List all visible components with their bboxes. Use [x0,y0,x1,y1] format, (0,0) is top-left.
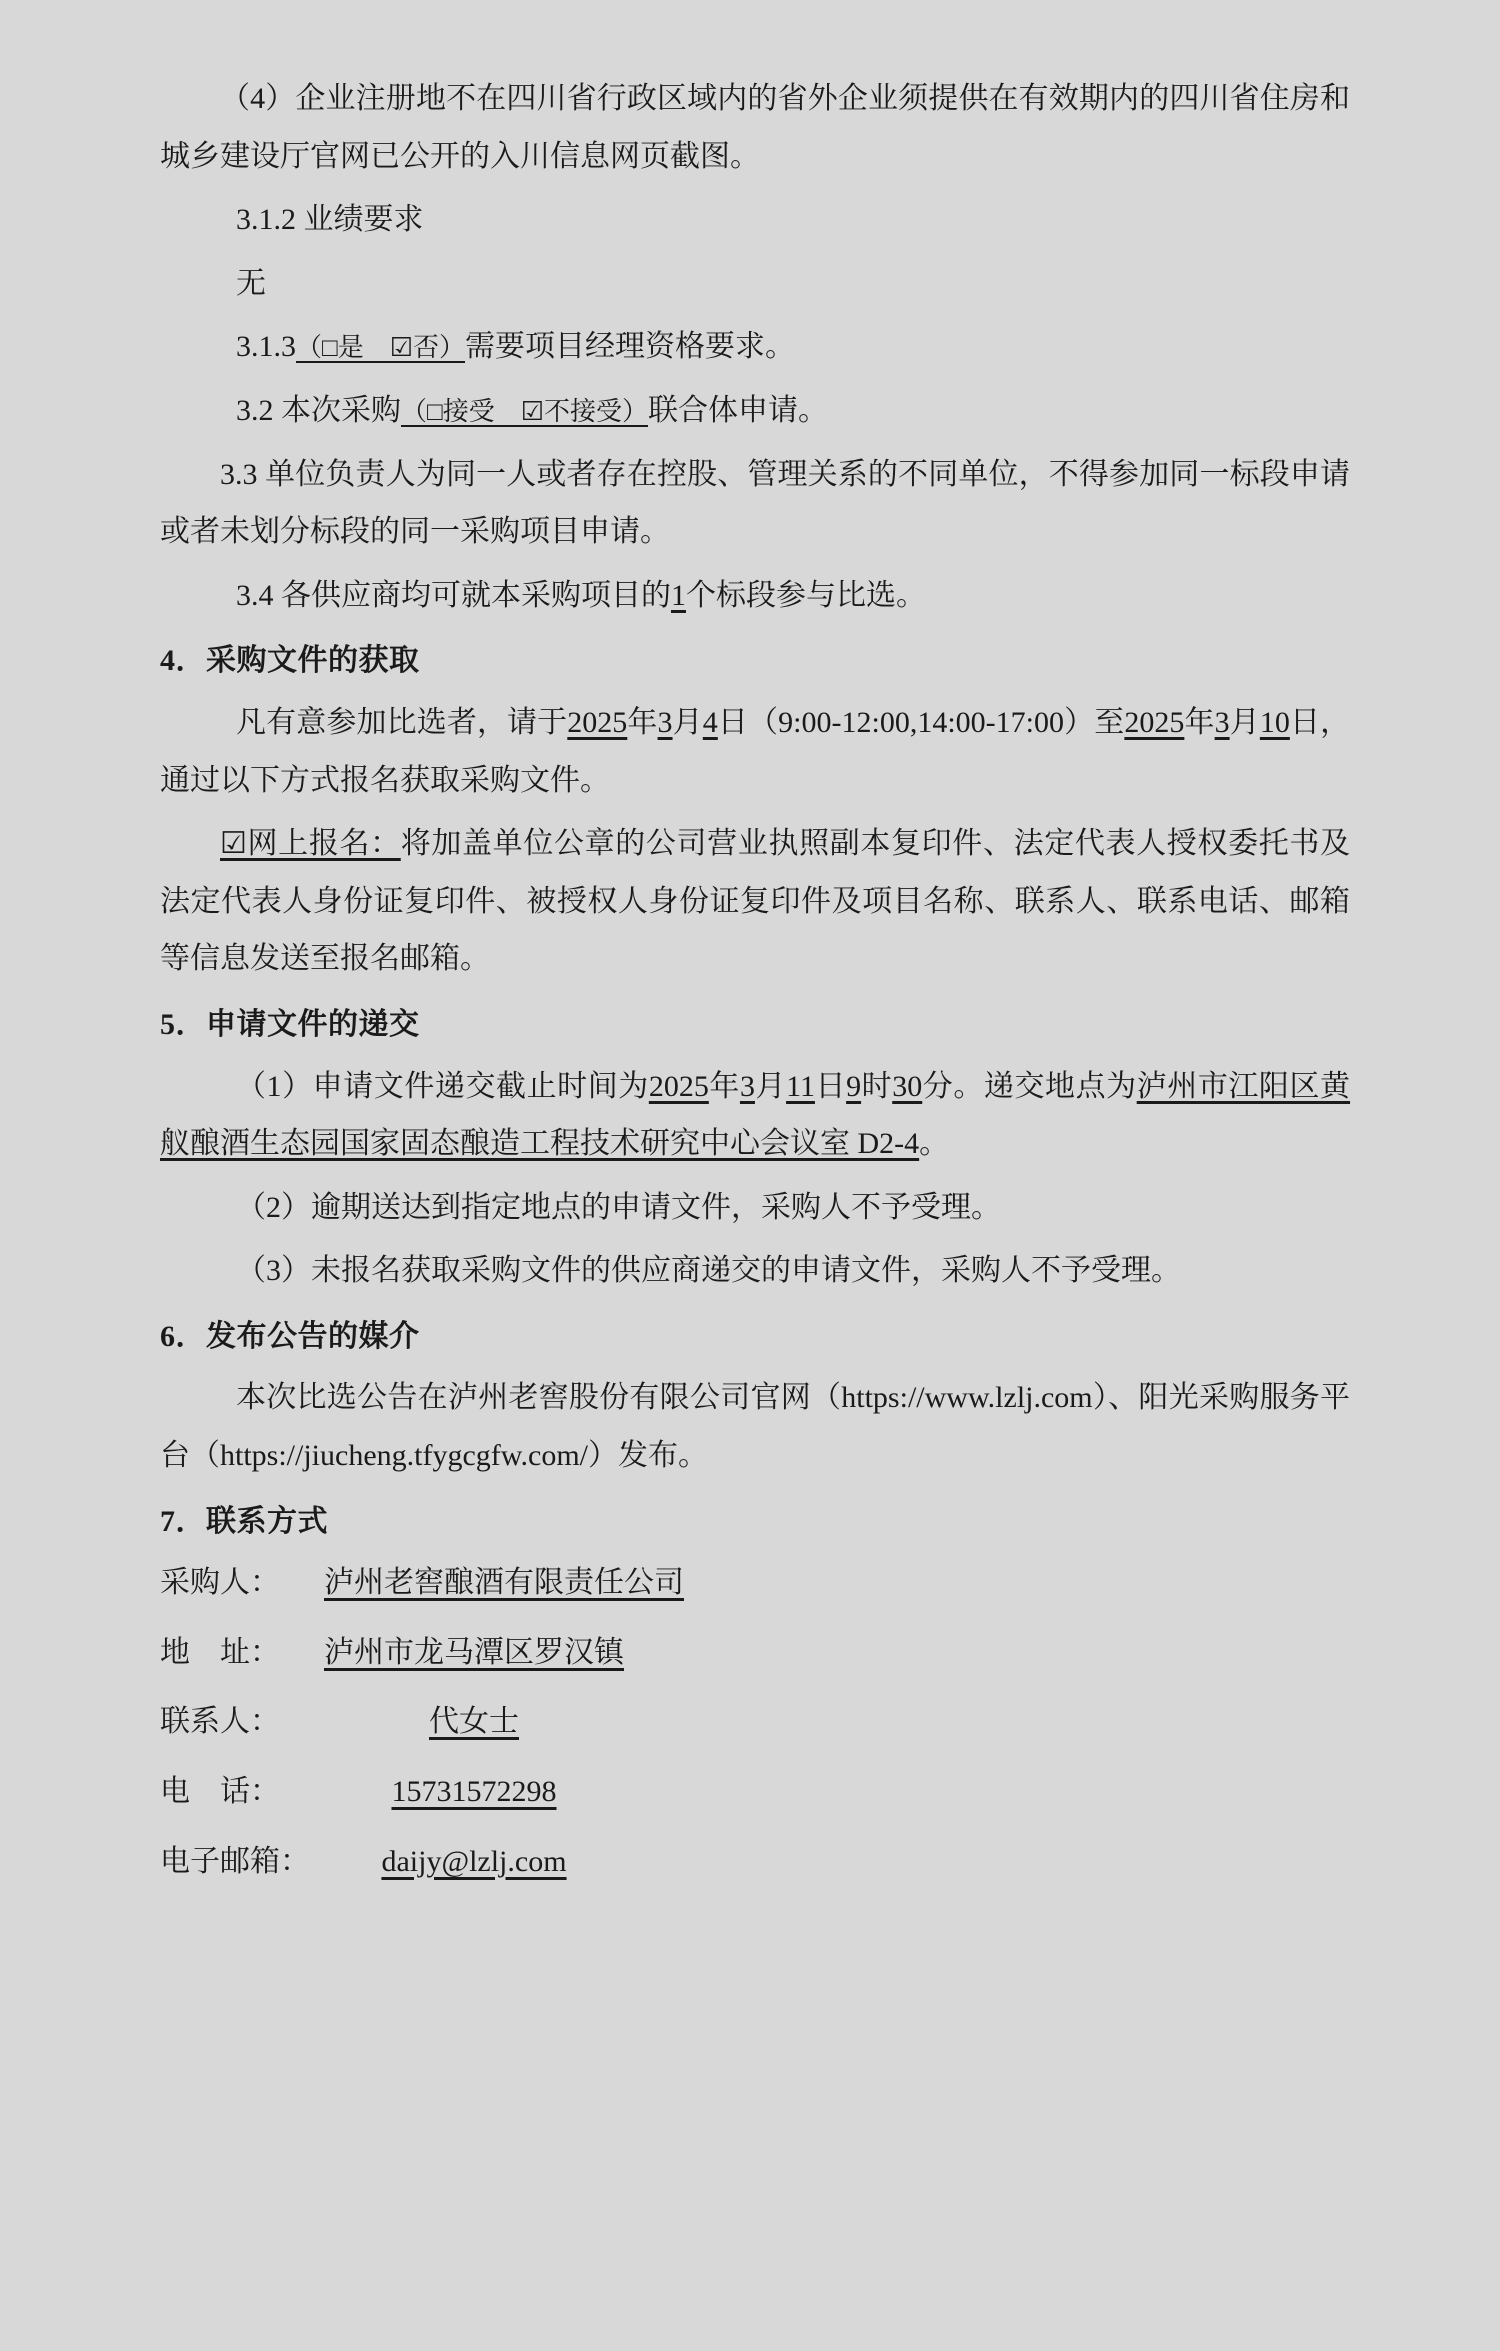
end-date-day: 10 [1259,705,1290,739]
clause-3-4-section-count: 1 [671,578,686,612]
clause-3-3: 3.3 单位负责人为同一人或者存在控股、管理关系的不同单位，不得参加同一标段申请或者未划分标段的同一采购项目申请。 [160,457,1350,549]
deadline-day: 11 [786,1069,815,1103]
media-text-c: ）发布。 [587,1439,708,1473]
date-range-to: 至 [1094,705,1125,739]
section-5-item-3: （3）未报名获取采购文件的供应商递交的申请文件，采购人不予受理。 [236,1254,1181,1288]
clause-3-2 [160,382,1350,440]
paragraph-company-registration: （4）企业注册地不在四川省行政区域内的省外企业须提供在有效期内的四川省住房和城乡建设厅官网已公开的入川信息网页截图。 [160,82,1350,173]
section-6-heading: 6．发布公告的媒介 [160,1319,420,1353]
deadline-day-unit: 日 [814,1069,847,1103]
contact-value-email[interactable]: daijy@lzlj.com [381,1844,567,1878]
deadline-month: 3 [739,1069,755,1103]
contact-label-email: 电子邮箱： [160,1844,310,1878]
section-4-tail: ，通过以下方式报名获取采购文件。 [160,705,1351,797]
contact-row-phone [160,1763,1350,1821]
clause-3-4-suffix: 个标段参与比选。 [686,578,926,612]
online-registration-paragraph [160,815,1350,988]
clause-3-1-3-prefix: 3.1.3 [236,330,296,364]
contact-row-email [160,1833,1350,1891]
section-4-heading: 4．采购文件的获取 [160,644,420,678]
deadline-minute-unit: 分 [922,1069,954,1103]
clause-3-4-prefix: 3.4 各供应商均可就本采购项目的 [236,578,671,612]
section-7-heading: 7．联系方式 [160,1504,328,1538]
online-registration-text: 将加盖单位公章的公司营业执照副本复印件、法定代表人授权委托书及法定代表人身份证复印件、被授权人身份证复印件及项目名称、联系人、联系电话、邮箱等信息发送至报名邮箱。 [160,827,1350,976]
clause-3-2-prefix: 3.2 本次采购 [236,393,401,427]
clause-3-1-3 [160,318,1350,376]
deadline-tail: 。 [919,1127,950,1161]
procurement-platform-url[interactable]: https://jiucheng.tfygcgfw.com/ [220,1439,588,1473]
submission-location: 泸州市江阳区黄舣酿酒生态园国家固态酿造工程技术研究中心会议室 D2-4 [160,1069,1351,1161]
month-unit-2: 月 [1229,705,1260,739]
year-unit-2: 年 [1184,705,1215,739]
deadline-year-unit: 年 [708,1069,740,1103]
contact-row-address [160,1624,1350,1682]
section-5-item-2: （2）逾期送达到指定地点的申请文件，采购人不予受理。 [236,1190,1001,1224]
paragraph-performance-requirement-title: 3.1.2 业绩要求 [236,203,424,237]
start-date-month: 3 [657,705,673,739]
clause-3-1-3-checkbox-group[interactable]: （□是 ☑否） [296,333,466,363]
clause-3-4 [160,567,1350,625]
start-date-year: 2025 [567,705,628,739]
contact-value-address: 泸州市龙马潭区罗汉镇 [324,1635,624,1669]
day-unit-2: 日 [1289,705,1321,739]
contact-label-address: 地 址： [160,1635,280,1669]
clause-3-2-suffix: 联合体申请。 [648,393,829,427]
contact-value-person: 代女士 [429,1705,519,1739]
contact-row-purchaser [160,1554,1350,1612]
contact-label-purchaser: 采购人： [160,1566,280,1600]
paragraph-performance-requirement-value: 无 [236,266,266,300]
section-4-lead: 凡有意参加比选者，请于 [236,705,568,739]
official-website-url[interactable]: https://www.lzlj.com [841,1381,1093,1415]
office-hours: （9:00-12:00,14:00-17:00） [748,705,1095,739]
contact-value-purchaser: 泸州老窖酿酒有限责任公司 [324,1566,684,1600]
document-body [160,70,1350,1890]
clause-3-2-checkbox-group[interactable]: （□接受 ☑不接受） [401,396,649,426]
section-6-body [160,1369,1350,1484]
section-5-heading: 5．申请文件的递交 [160,1007,420,1041]
contact-label-person: 联系人： [160,1705,280,1739]
contact-list [160,1554,1350,1890]
contact-label-phone: 电 话： [160,1775,280,1809]
online-registration-checkbox-label[interactable]: ☑网上报名： [220,827,401,861]
deadline-year: 2025 [648,1069,709,1103]
section-4-body [160,694,1350,809]
deadline-hour-unit: 时 [861,1069,893,1103]
start-date-day: 4 [702,705,718,739]
deadline-mid-text: 。递交地点为 [953,1069,1137,1103]
month-unit-1: 月 [672,705,703,739]
deadline-month-unit: 月 [754,1069,787,1103]
day-unit-1: 日 [717,705,749,739]
contact-row-person [160,1693,1350,1751]
media-text-a: 本次比选公告在泸州老窖股份有限公司官网（ [236,1381,842,1415]
year-unit-1: 年 [627,705,658,739]
contact-value-phone: 15731572298 [391,1775,557,1809]
deadline-hour: 9 [846,1069,862,1103]
end-date-year: 2025 [1124,705,1185,739]
deadline-minute: 30 [892,1069,923,1103]
clause-3-1-3-suffix: 需要项目经理资格要求。 [465,330,796,364]
end-date-month: 3 [1214,705,1230,739]
media-text-b: ）、阳光采购服务平台（ [160,1381,1351,1473]
deadline-prefix: （1）申请文件递交截止时间为 [236,1069,649,1103]
section-5-item-1 [160,1058,1350,1173]
